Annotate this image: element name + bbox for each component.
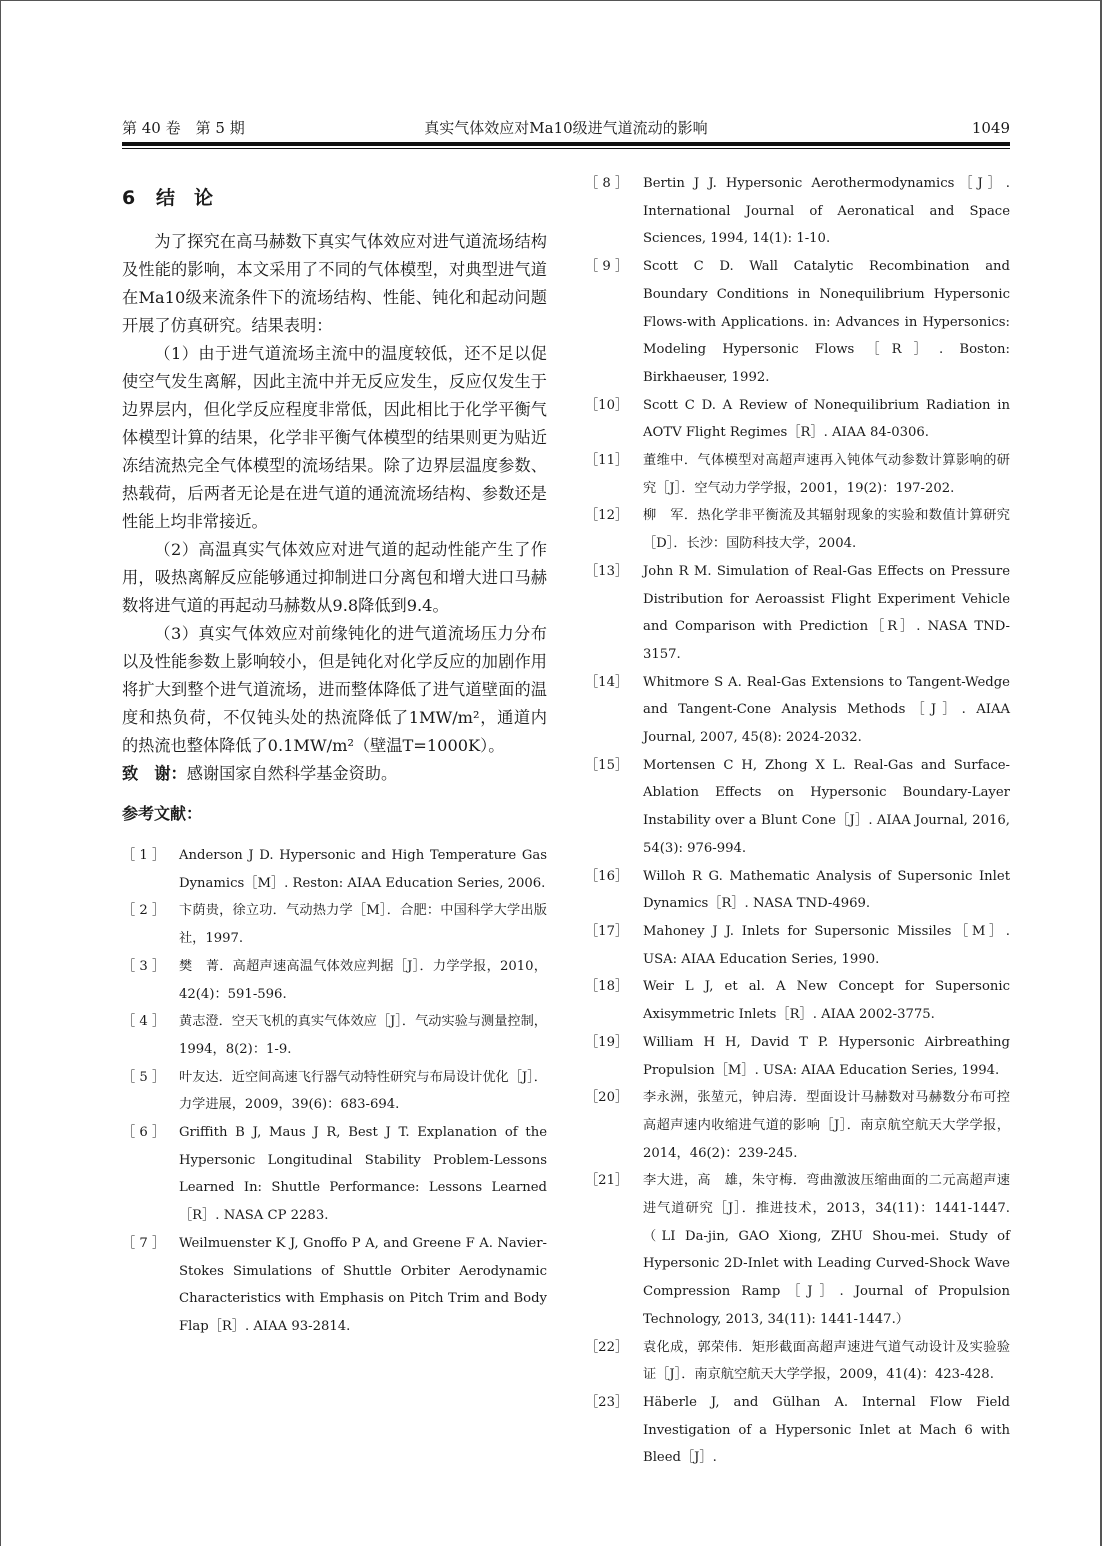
right-column [585, 170, 1010, 1472]
reference-text: 叶友达．近空间高速飞行器气动特性研究与布局设计优化［J］．力学进展，2009，39(6)：683-694. [179, 1069, 547, 1113]
reference-item [585, 1029, 1010, 1084]
reference-text: 黄志澄．空天飞机的真实气体效应［J］．气动实验与测量控制，1994，8(2)：1-9. [179, 1014, 547, 1057]
reference-number: ［ 2 ］ [122, 903, 166, 919]
reference-item [122, 842, 547, 897]
reference-item [585, 502, 1010, 557]
reference-item [585, 392, 1010, 447]
reference-number: ［21］ [585, 1173, 629, 1189]
reference-number: ［ 8 ］ [585, 176, 629, 191]
reference-number: ［22］ [585, 1339, 629, 1355]
reference-number: ［11］ [585, 453, 629, 469]
header-rule-thick [122, 142, 1010, 146]
conclusion-paragraph: 为了探究在高马赫数下真实气体效应对进气道流场结构及性能的影响，本文采用了不同的气体模型，对典型进气道在Ma10级来流条件下的流场结构、性能、钝化和起动问题开展了仿真研究。结果表明： [122, 232, 547, 335]
reference-text: Anderson J D. Hypersonic and High Temperature Gas Dynamics［M］. Reston: AIAA Education Series, 2006. [179, 848, 547, 891]
reference-number: ［19］ [585, 1034, 629, 1050]
reference-text: 柳 军．热化学非平衡流及其辐射现象的实验和数值计算研究［D］．长沙：国防科技大学，2004. [643, 508, 1010, 552]
reference-number: ［ 9 ］ [585, 259, 629, 275]
section-number: 6 [122, 187, 136, 209]
references-heading: 参考文献： [122, 804, 203, 823]
reference-item [122, 1008, 547, 1063]
reference-item [585, 447, 1010, 502]
reference-item [585, 1389, 1010, 1472]
reference-text: Scott C D. A Review of Nonequilibrium Radiation in AOTV Flight Regimes［R］. AIAA 84-0306. [643, 397, 1010, 441]
reference-item [585, 752, 1010, 863]
reference-item [122, 1230, 547, 1341]
acknowledgement-text: 感谢国家自然科学基金资助。 [186, 764, 398, 783]
reference-number: ［17］ [585, 923, 629, 939]
reference-text: 李大进，高 雄，朱守梅．弯曲激波压缩曲面的二元高超声速进气道研究［J］．推进技术，2013，34(11)：1441-1447.（LI Da-jin, GAO Xiong, ZHU Shou-mei. Study of Hypersonic 2D-Inlet with Leading Curved-Shock Wave Compression Ramp［J］. Journal of Propulsion Technology, 2013, 34(11): 1441-1447.） [643, 1173, 1010, 1327]
reference-item [122, 1064, 547, 1119]
running-header [122, 118, 1010, 138]
reference-text: Häberle J, and Gülhan A. Internal Flow Field Investigation of a Hypersonic Inlet at Mach 6 with Bleed［J］. [643, 1394, 1010, 1466]
reference-item [585, 863, 1010, 918]
acknowledgement-label: 致 谢： [122, 764, 187, 783]
page-border-left [0, 0, 1, 1546]
conclusion-paragraph: （1）由于进气道流场主流中的温度较低，还不足以促使空气发生离解，因此主流中并无反应发生，反应仅发生于边界层内，但化学反应程度非常低，因此相比于化学平衡气体模型计算的结果，化学非平衡气体模型的结果则更为贴近冻结流热完全气体模型的流场结果。除了边界层温度参数、热载荷，后两者无论是在进气道的通流流场结构、参数还是性能上均非常接近。 [122, 344, 547, 531]
reference-text: Willoh R G. Mathematic Analysis of Supersonic Inlet Dynamics［R］. NASA TND-4969. [643, 868, 1010, 912]
reference-item [122, 1119, 547, 1230]
section-title: 结 论 [156, 187, 214, 209]
reference-number: ［ 3 ］ [122, 958, 166, 974]
reference-text: Scott C D. Wall Catalytic Recombination and Boundary Conditions in Nonequilibrium Hypersonic Flows-with Applications. in: Advances in Hypersonics: Modeling Hypersonic Flows［R］. Boston: Birkhaeuser, 1992. [643, 259, 1010, 385]
reference-text: Griffith B J, Maus J R, Best J T. Explanation of the Hypersonic Longitudinal Stability Problem-Lessons Learned In: Shuttle Performance: Lessons Learned［R］. NASA CP 2283. [179, 1125, 547, 1224]
left-column [122, 182, 547, 1341]
reference-number: ［14］ [585, 674, 629, 690]
reference-number: ［ 6 ］ [122, 1125, 166, 1141]
reference-item [122, 953, 547, 1008]
reference-number: ［23］ [585, 1394, 629, 1410]
reference-item [585, 170, 1010, 253]
reference-text: 袁化成，郭荣伟．矩形截面高超声速进气道气动设计及实验验证［J］．南京航空航天大学学报，2009，41(4)：423-428. [643, 1339, 1010, 1383]
reference-number: ［18］ [585, 979, 629, 995]
header-rule-thin [122, 148, 1010, 149]
page-border-top [0, 0, 1102, 1]
reference-number: ［20］ [585, 1090, 629, 1106]
reference-text: Mahoney J J. Inlets for Supersonic Missiles［M］. USA: AIAA Education Series, 1990. [643, 923, 1010, 967]
reference-item [585, 973, 1010, 1028]
reference-item [585, 253, 1010, 392]
reference-item [585, 918, 1010, 973]
reference-text: 董维中．气体模型对高超声速再入钝体气动参数计算影响的研究［J］．空气动力学学报，2001，19(2)：197-202. [643, 453, 1010, 496]
reference-text: William H H, David T P. Hypersonic Airbreathing Propulsion［M］. USA: AIAA Education Series, 1994. [643, 1034, 1010, 1078]
reference-number: ［ 5 ］ [122, 1069, 166, 1085]
section-heading [122, 182, 547, 214]
reference-text: 李永洲，张堃元，钟启涛．型面设计马赫数对马赫数分布可控高超声速内收缩进气道的影响［J］．南京航空航天大学学报，2014，46(2)：239-245. [643, 1090, 1010, 1161]
reference-number: ［ 4 ］ [122, 1014, 166, 1030]
reference-number: ［12］ [585, 508, 629, 524]
reference-text: Weir L J, et al. A New Concept for Supersonic Axisymmetric Inlets［R］. AIAA 2002-3775. [643, 979, 1010, 1023]
reference-item [585, 1334, 1010, 1389]
reference-number: ［16］ [585, 868, 629, 884]
reference-text: Whitmore S A. Real-Gas Extensions to Tangent-Wedge and Tangent-Cone Analysis Methods［J］. AIAA Journal, 2007, 45(8): 2024-2032. [643, 674, 1010, 746]
conclusion-paragraph: （2）高温真实气体效应对进气道的起动性能产生了作用，吸热离解反应能够通过抑制进口分离包和增大进口马赫数将进气道的再起动马赫数从9.8降低到9.4。 [122, 540, 547, 615]
reference-text: Bertin J J. Hypersonic Aerothermodynamics［J］. International Journal of Aeronatical and Space Sciences, 1994, 14(1): 1-10. [643, 176, 1010, 247]
conclusion-paragraph: （3）真实气体效应对前缘钝化的进气道流场压力分布以及性能参数上影响较小，但是钝化对化学反应的加剧作用将扩大到整个进气道流场，进而整体降低了进气道壁面的温度和热负荷，不仅钝头处的热流降低了1MW/m²，通道内的热流也整体降低了0.1MW/m²（壁温T=1000K）。 [122, 624, 547, 755]
reference-number: ［15］ [585, 757, 629, 773]
reference-number: ［ 1 ］ [122, 848, 166, 863]
running-title: 真实气体效应对Ma10级进气道流动的影响 [424, 119, 708, 137]
reference-text: 卞荫贵，徐立功．气动热力学［M］．合肥：中国科学大学出版社，1997. [179, 903, 547, 947]
reference-text: 樊 菁．高超声速高温气体效应判据［J］．力学学报，2010，42(4)：591-596. [179, 958, 547, 1002]
reference-number: ［10］ [585, 397, 629, 413]
reference-text: Weilmuenster K J, Gnoffo P A, and Greene F A. Navier-Stokes Simulations of Shuttle Orbiter Aerodynamic Characteristics with Emphasis on Pitch Trim and Body Flap［R］. AIAA 93-2814. [179, 1235, 547, 1334]
journal-volume-issue: 第 40 卷 第 5 期 [122, 119, 245, 137]
reference-number: ［13］ [585, 563, 629, 579]
reference-item [122, 897, 547, 952]
reference-number: ［ 7 ］ [122, 1235, 166, 1251]
reference-item [585, 669, 1010, 752]
page-number: 1049 [971, 119, 1010, 137]
reference-text: Mortensen C H, Zhong X L. Real-Gas and Surface-Ablation Effects on Hypersonic Boundary-Layer Instability over a Blunt Cone［J］. AIAA Journal, 2016, 54(3): 976-994. [643, 757, 1010, 856]
acknowledgement [122, 760, 547, 788]
reference-item [585, 558, 1010, 669]
reference-item [585, 1167, 1010, 1333]
reference-text: John R M. Simulation of Real-Gas Effects on Pressure Distribution for Aeroassist Flight Experiment Vehicle and Comparison with Prediction［R］. NASA TND-3157. [643, 563, 1010, 662]
reference-item [585, 1084, 1010, 1167]
